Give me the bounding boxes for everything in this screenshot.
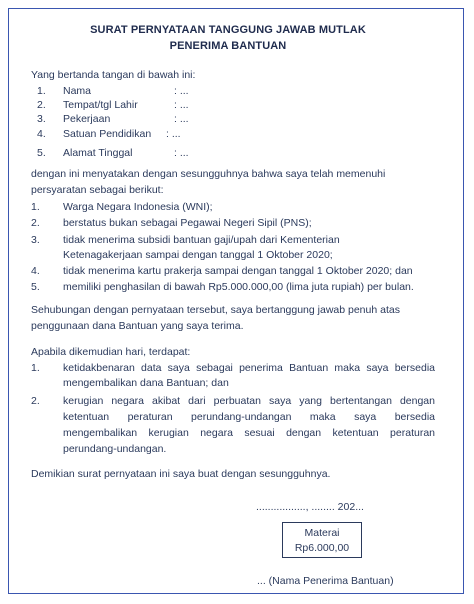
requirement-text: tidak menerima subsidi bantuan gaji/upah dari Kementerian <box>63 234 340 246</box>
requirement-num: 2. <box>31 217 40 229</box>
document-title-line-1: SURAT PERNYATAAN TANGGUNG JAWAB MUTLAK <box>90 24 366 36</box>
statement-line-2: persyaratan sebagai berikut: <box>31 184 164 196</box>
requirement-text: berstatus bukan sebagai Pegawai Negeri Sipil (PNS); <box>63 217 312 229</box>
requirement-text-cont: Ketenagakerjaan sampai dengan tanggal 1 Oktober 2020; <box>63 249 333 261</box>
stamp-duty-amount: Rp6.000,00 <box>294 542 350 554</box>
identity-value: : ... <box>174 85 189 97</box>
identity-label-address: Alamat Tinggal <box>63 147 133 159</box>
signature-name: ... (Nama Penerima Bantuan) <box>257 575 394 587</box>
intro-text: Yang bertanda tangan di bawah ini: <box>31 69 196 81</box>
identity-label-name: Nama <box>63 85 92 97</box>
closing-statement: Demikian surat pernyataan ini saya buat dengan sesungguhnya. <box>31 468 331 480</box>
requirement-num: 1. <box>31 201 40 213</box>
future-item-line: ketidakbenaran data saya sebagai penerima Bantuan maka saya bersedia <box>63 362 435 374</box>
identity-value: : ... <box>166 128 181 140</box>
requirement-text: memiliki penghasilan di bawah Rp5.000.000,00 (lima juta rupiah) per bulan. <box>63 281 414 293</box>
identity-label-job: Pekerjaan <box>63 113 111 125</box>
future-item-num: 1. <box>31 362 40 374</box>
identity-num: 5. <box>37 147 46 159</box>
requirement-num: 3. <box>31 234 40 246</box>
responsibility-line-2: penggunaan dana Bantuan yang saya terima. <box>31 320 244 332</box>
identity-num: 3. <box>37 113 46 125</box>
identity-value: : ... <box>174 147 189 159</box>
requirement-num: 4. <box>31 265 40 277</box>
responsibility-line-1: Sehubungan dengan pernyataan tersebut, saya bertanggung jawab penuh atas <box>31 304 400 316</box>
stamp-duty-box <box>282 522 362 558</box>
identity-label-birth: Tempat/tgl Lahir <box>63 99 138 111</box>
identity-num: 4. <box>37 128 46 140</box>
identity-label-education-unit: Satuan Pendidikan <box>63 128 152 140</box>
future-intro: Apabila dikemudian hari, terdapat: <box>31 346 191 358</box>
requirement-num: 5. <box>31 281 40 293</box>
stamp-duty-label: Materai <box>304 527 340 539</box>
place-date-line: ................., ........ 202... <box>256 501 364 513</box>
document-title-line-2: PENERIMA BANTUAN <box>169 40 287 52</box>
identity-value: : ... <box>174 113 189 125</box>
identity-value: : ... <box>174 99 189 111</box>
future-item-line: ketentuan peraturan perundang-undangan maka saya bersedia <box>63 411 435 423</box>
future-item-line: mengembalikan kerugian negara sesuai dengan ketentuan peraturan <box>63 427 435 439</box>
requirement-text: tidak menerima kartu prakerja sampai dengan tanggal 1 Oktober 2020; dan <box>63 265 413 277</box>
future-item-line: kerugian negara akibat dari perbuatan saya yang bertentangan dengan <box>63 395 435 407</box>
requirement-text: Warga Negara Indonesia (WNI); <box>63 201 213 213</box>
future-item-line: perundang-undangan. <box>63 443 167 455</box>
statement-line-1: dengan ini menyatakan dengan sesungguhnya bahwa saya telah memenuhi <box>31 168 386 180</box>
identity-num: 2. <box>37 99 46 111</box>
future-item-line: mengembalikan dana Bantuan; dan <box>63 377 229 389</box>
identity-num: 1. <box>37 85 46 97</box>
future-item-num: 2. <box>31 395 40 407</box>
